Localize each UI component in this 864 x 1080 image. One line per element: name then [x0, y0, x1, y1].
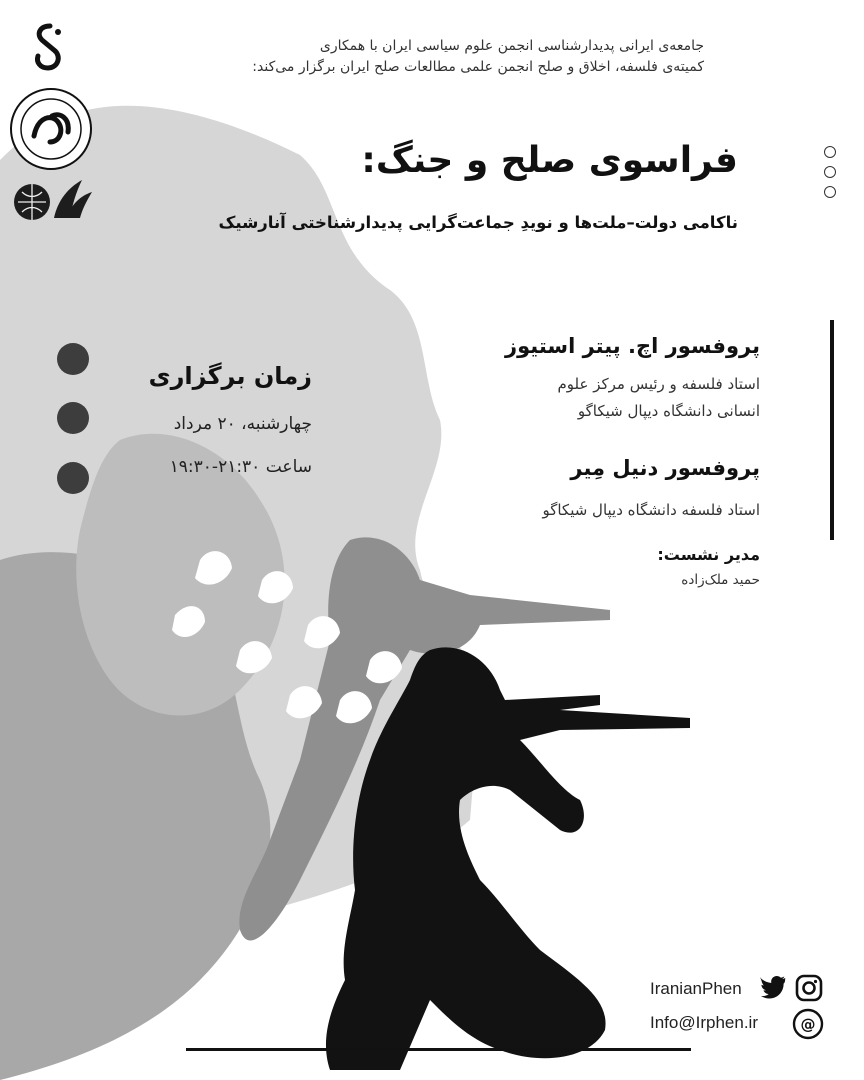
schedule-title: زمان برگزاری: [148, 362, 312, 390]
speaker-1-name: پروفسور اچ. پیتر استیوز: [505, 334, 760, 358]
schedule-date: چهارشنبه، ۲۰ مرداد: [173, 414, 312, 434]
twitter-icon[interactable]: [760, 976, 788, 1000]
event-title: فراسوی صلح و جنگ:: [361, 140, 738, 181]
decor-dot-2: [824, 166, 836, 178]
schedule-dot-2: [57, 402, 89, 434]
email-address[interactable]: Info@Irphen.ir: [650, 1013, 758, 1032]
moderator-label: مدیر نشست:: [657, 545, 760, 564]
speaker-2-desc-line-1: استاد فلسفه دانشگاه دیپال شیکاگو: [542, 501, 760, 519]
event-subtitle: ناکامی دولت–ملت‌ها و نویدِ جماعت‌گرایی پدیدارشناختی آنارشیک: [218, 213, 738, 232]
right-divider: [830, 320, 834, 540]
schedule-hours: ساعت ۲۱:۳۰-۱۹:۳۰: [169, 457, 312, 477]
bottom-divider: [186, 1048, 691, 1051]
svg-text:@: @: [800, 1015, 816, 1034]
organizers-line-1: جامعه‌ی ایرانی پدیدارشناسی انجمن علوم سیاسی ایران با همکاری: [319, 38, 704, 54]
email-icon[interactable]: [792, 1008, 824, 1040]
speaker-2-name: پروفسور دنیل مِیر: [570, 456, 760, 480]
schedule-dot-3: [57, 462, 89, 494]
twitter-handle[interactable]: IranianPhen: [650, 979, 742, 998]
organizers-text: [144, 36, 704, 78]
decor-dot-1: [824, 146, 836, 158]
speaker-1-desc-line-1: استاد فلسفه و رئیس مرکز علوم: [557, 375, 760, 393]
moderator-name: حمید ملک‌زاده: [681, 572, 760, 588]
schedule-dot-1: [57, 343, 89, 375]
decor-dot-3: [824, 186, 836, 198]
speaker-1-desc-line-2: انسانی دانشگاه دیپال شیکاگو: [577, 402, 760, 420]
brand-mark-icon: [28, 22, 72, 72]
organizers-line-2: کمیته‌ی فلسفه، اخلاق و صلح انجمن علمی مطالعات صلح ایران برگزار می‌کند:: [252, 59, 704, 75]
instagram-icon[interactable]: [795, 974, 823, 1002]
